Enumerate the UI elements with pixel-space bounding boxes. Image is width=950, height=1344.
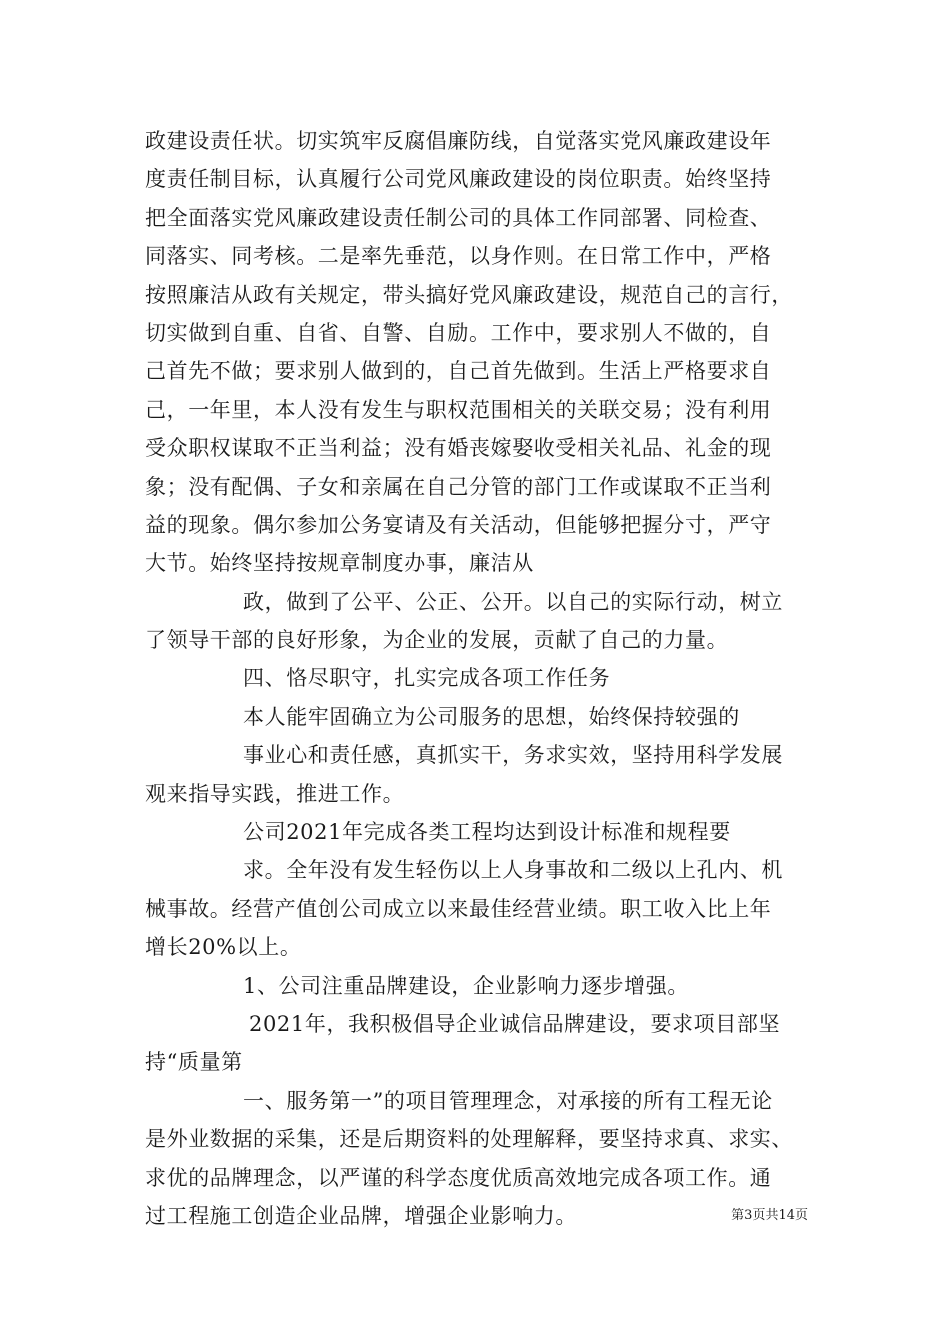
text-line: 度责任制目标，认真履行公司党风廉政建设的岗位职责。始终坚持 xyxy=(145,167,772,192)
text-line: 同落实、同考核。二是率先垂范，以身作则。在日常工作中，严格 xyxy=(145,244,772,269)
text-line: 求优的品牌理念，以严谨的科学态度优质高效地完成各项工作。通 xyxy=(145,1165,772,1190)
page-number: 第3页共14页 xyxy=(731,1208,808,1223)
text-line: 己，一年里，本人没有发生与职权范围相关的关联交易；没有利用 xyxy=(145,397,772,422)
text-line: 本人能牢固确立为公司服务的思想，始终保持较强的 xyxy=(243,704,740,729)
text-line: 受众职权谋取不正当利益；没有婚丧嫁娶收受相关礼品、礼金的现 xyxy=(145,436,772,461)
text-line: 政建设责任状。切实筑牢反腐倡廉防线，自觉落实党风廉政建设年 xyxy=(145,129,772,153)
text-line: 公司2021年完成各类工程均达到设计标准和规程要 xyxy=(243,820,731,845)
text-line: 是外业数据的采集，还是后期资料的处理解释，要坚持求真、求实、 xyxy=(145,1127,793,1152)
text-line: 切实做到自重、自省、自警、自励。工作中，要求别人不做的，自 xyxy=(145,320,772,345)
text-line: 械事故。经营产值创公司成立以来最佳经营业绩。职工收入比上年 xyxy=(145,896,772,921)
section-heading: 四、恪尽职守，扎实完成各项工作任务 xyxy=(243,666,611,691)
text-line: 把全面落实党风廉政建设责任制公司的具体工作同部署、同检查、 xyxy=(145,205,772,230)
text-line: 大节。始终坚持按规章制度办事，廉洁从 xyxy=(145,551,534,576)
document-body xyxy=(145,122,815,1235)
text-line: 事业心和责任感，真抓实干，务求实效，坚持用科学发展 xyxy=(243,743,783,768)
text-line: 了领导干部的良好形象，为企业的发展，贡献了自己的力量。 xyxy=(145,628,729,653)
text-line: 一、服务第一”的项目管理理念，对承接的所有工程无论 xyxy=(243,1088,773,1113)
text-line: 象；没有配偶、子女和亲属在自己分管的部门工作或谋取不正当利 xyxy=(145,474,772,499)
text-line: 持“质量第 xyxy=(145,1050,243,1075)
text-line: 求。全年没有发生轻伤以上人身事故和二级以上孔内、机 xyxy=(243,858,783,883)
text-line: 2021年，我积极倡导企业诚信品牌建设，要求项目部坚 xyxy=(249,1011,781,1036)
subsection-heading: 1、公司注重品牌建设，企业影响力逐步增强。 xyxy=(243,973,689,998)
text-line: 己首先不做；要求别人做到的，自己首先做到。生活上严格要求自 xyxy=(145,359,772,384)
text-line: 政，做到了公平、公正、公开。以自己的实际行动，树立 xyxy=(243,589,783,614)
text-line: 益的现象。偶尔参加公务宴请及有关活动，但能够把握分寸，严守 xyxy=(145,512,772,537)
text-line: 观来指导实践，推进工作。 xyxy=(145,781,405,806)
text-line: 按照廉洁从政有关规定，带头搞好党风廉政建设，规范自己的言行， xyxy=(145,282,793,307)
text-line: 增长20%以上。 xyxy=(145,935,302,960)
text-line: 过工程施工创造企业品牌，增强企业影响力。 xyxy=(145,1203,577,1228)
